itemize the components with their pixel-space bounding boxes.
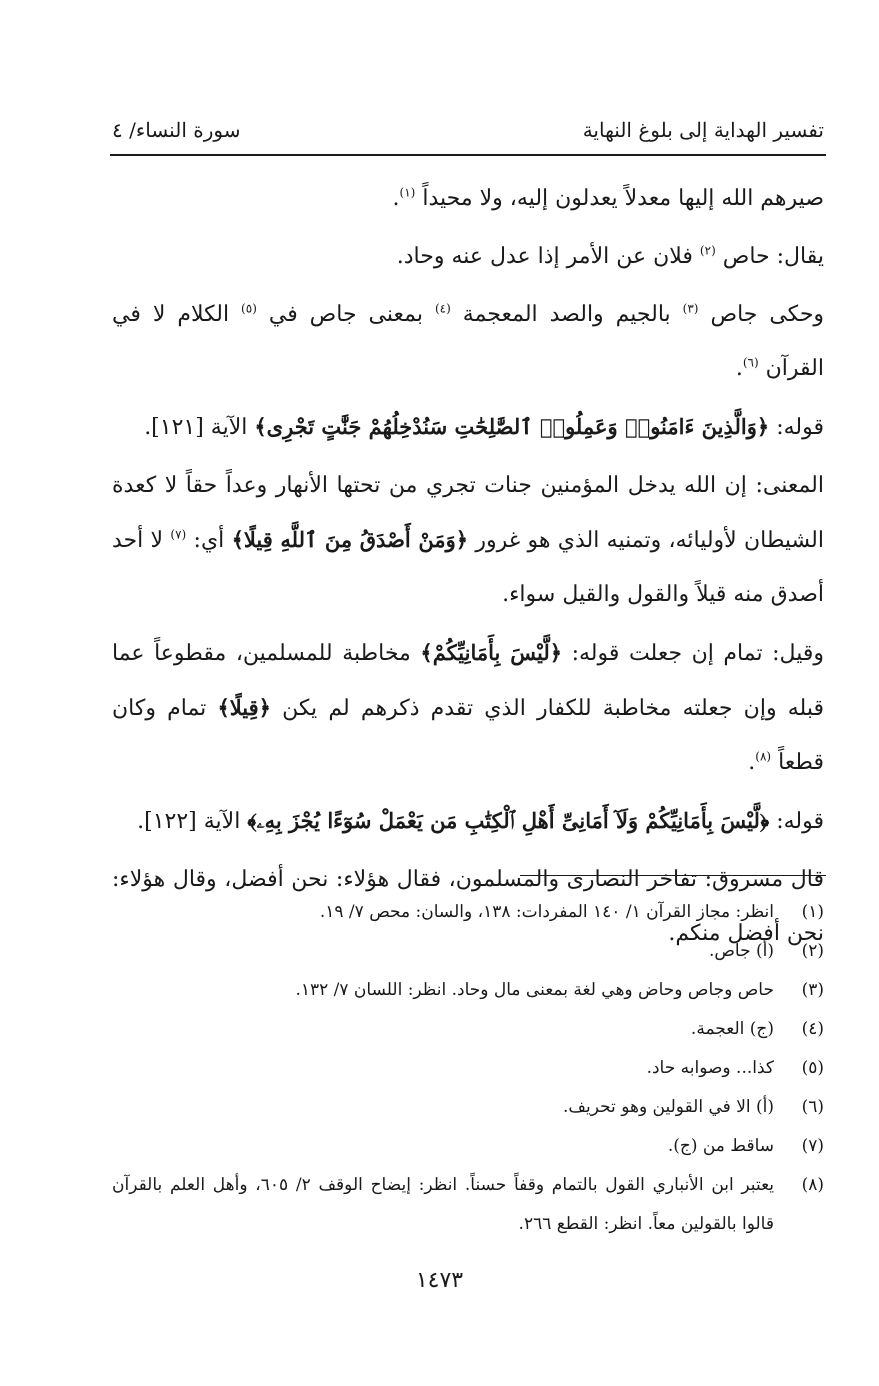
paragraph-text: تمام وكان قطعاً [112, 696, 824, 775]
footnote-marker: (٣) [682, 301, 699, 316]
paragraph-text: يقال: حاص [722, 244, 824, 269]
paragraph-text: وقيل: تمام إن جعلت قوله: [571, 641, 824, 666]
paragraph-text: مخاطبة للمسلمين، مقطوعاً عما قبله وإن جعلته مخاطبة للكفار الذي تقدم ذكرهم لم يكن [112, 641, 824, 721]
quran-verse: ﴿وَمَنْ أَصْدَقُ مِنَ ٱللَّهِ قِيلًا﴾ [231, 527, 469, 552]
paragraph-7 [112, 794, 824, 849]
paragraph-text: بمعنى جاص في [268, 302, 423, 327]
paragraph-end: . [392, 186, 400, 211]
quran-verse: ﴿لَّيْسَ بِأَمَانِيِّكُمْ وَلَآ أَمَانِىِّ أَهْلِ ٱلْكِتَٰبِ مَن يَعْمَلْ سُوٓءًا يُجْزَ بِهِۦ﴾ [247, 808, 770, 833]
footnote-text: (أ) جاص. [708, 941, 774, 961]
paragraph-text: وحكى جاص [710, 302, 825, 327]
footnote-text: كذا... وصوابه حاد. [646, 1058, 774, 1078]
paragraph-4 [112, 400, 824, 455]
footnote-marker: (٢) [699, 243, 716, 258]
paragraph-text: قال مسروق: تفاخر النصارى والمسلمون، فقال هؤلاء: نحن أفضل، وقال هؤلاء: نحن أفضل منكم. [112, 867, 824, 946]
footnote-marker: (٤) [434, 301, 451, 316]
verse-reference: الآية [١٢٢]. [137, 809, 241, 834]
surah-label: سورة النساء/ ٤ [112, 118, 241, 142]
footnote-text: انظر: مجاز القرآن ١/ ١٤٠ المفردات: ١٣٨، والسان: محص ٧/ ١٩. [319, 902, 774, 922]
paragraph-5 [112, 459, 824, 622]
verse-reference: الآية [١٢١]. [144, 415, 248, 440]
footnote-text: حاص وجاص وحاض وهي لغة بمعنى مال وحاد. انظر: اللسان ٧/ ١٣٢. [295, 980, 774, 1000]
footnote-item [112, 893, 824, 932]
footnote-item [112, 1088, 824, 1127]
header-rule [110, 154, 826, 156]
footnote-number: (٧) [801, 1136, 824, 1156]
footnote-number: (٥) [801, 1058, 824, 1078]
footnote-marker: (٥) [241, 301, 257, 316]
footnote-marker: (٧) [170, 527, 187, 542]
footnote-item [112, 932, 824, 971]
book-title: تفسير الهداية إلى بلوغ النهاية [582, 118, 824, 142]
paragraph-end: . [735, 356, 743, 381]
paragraph-text: فلان عن الأمر إذا عدل عنه وحاد. [396, 244, 693, 269]
footnote-number: (٢) [801, 941, 824, 961]
footnote-marker: (٨) [755, 749, 772, 764]
paragraph-6 [112, 626, 824, 790]
footnote-item [112, 1010, 824, 1049]
footnote-marker: (٦) [742, 355, 759, 370]
paragraph-text: بالجيم والصد المعجمة [462, 302, 671, 327]
footnote-number: (٦) [801, 1097, 824, 1117]
footnote-number: (٨) [801, 1175, 824, 1195]
paragraph-text: المعنى: إن الله يدخل المؤمنين جنات تجري من تحتها الأنهار وعداً حقاً لا كعدة الشيطان لأوليائه، وتمنيه الذي هو غرور [112, 473, 824, 553]
footnote-text: (أ) الا في القولين وهو تحريف. [562, 1097, 774, 1117]
footnote-marker: (١) [399, 185, 416, 200]
running-header [112, 112, 824, 148]
paragraph-1 [112, 172, 824, 226]
footnote-text: ساقط من (ج). [667, 1136, 774, 1156]
paragraph-end: . [748, 750, 756, 775]
paragraph-3 [112, 288, 824, 396]
paragraph-text: لا أحد أصدق منه قيلاً والقول والقيل سواء. [112, 528, 824, 607]
footnote-item [112, 1166, 824, 1244]
footnotes-list [112, 893, 824, 1244]
footnote-item [112, 1049, 824, 1088]
footnote-text: يعتبر ابن الأنباري القول بالتمام وقفاً حسناً. انظر: إيضاح الوقف ٢/ ٦٠٥، وأهل العلم بالقرآن قالوا بالقولين معاً. انظر: القطع ٢٦٦. [112, 1175, 774, 1234]
quran-verse: ﴿لَّيْسَ بِأَمَانِيِّكُمْ﴾ [420, 640, 563, 665]
footnote-number: (٣) [801, 980, 824, 1000]
footnote-text: (ج) العجمة. [690, 1019, 774, 1039]
paragraph-2 [112, 230, 824, 284]
paragraph-text: صيرهم الله إليها معدلاً يعدلون إليه، ولا محيداً [422, 186, 824, 211]
footnote-separator [520, 875, 826, 876]
footnote-item [112, 971, 824, 1010]
paragraph-text: قوله: [776, 809, 824, 834]
footnote-number: (١) [801, 902, 824, 922]
quran-verse: ﴿قِيلًا﴾ [217, 695, 271, 720]
paragraph-text: الكلام لا في القرآن [112, 302, 824, 381]
paragraph-text: قوله: [776, 415, 824, 440]
page-number: ١٤٧٣ [415, 1268, 464, 1293]
footnote-number: (٤) [801, 1019, 824, 1039]
footnote-item [112, 1127, 824, 1166]
quran-verse: ﴿وَالَّذِينَ ءَامَنُوا۟ وَعَمِلُوا۟ ٱلصَّٰلِحَٰتِ سَنُدْخِلُهُمْ جَنَّٰتٍ تَجْرِى﴾ [254, 414, 770, 439]
main-text [112, 172, 824, 961]
paragraph-text: أي: [193, 528, 225, 553]
